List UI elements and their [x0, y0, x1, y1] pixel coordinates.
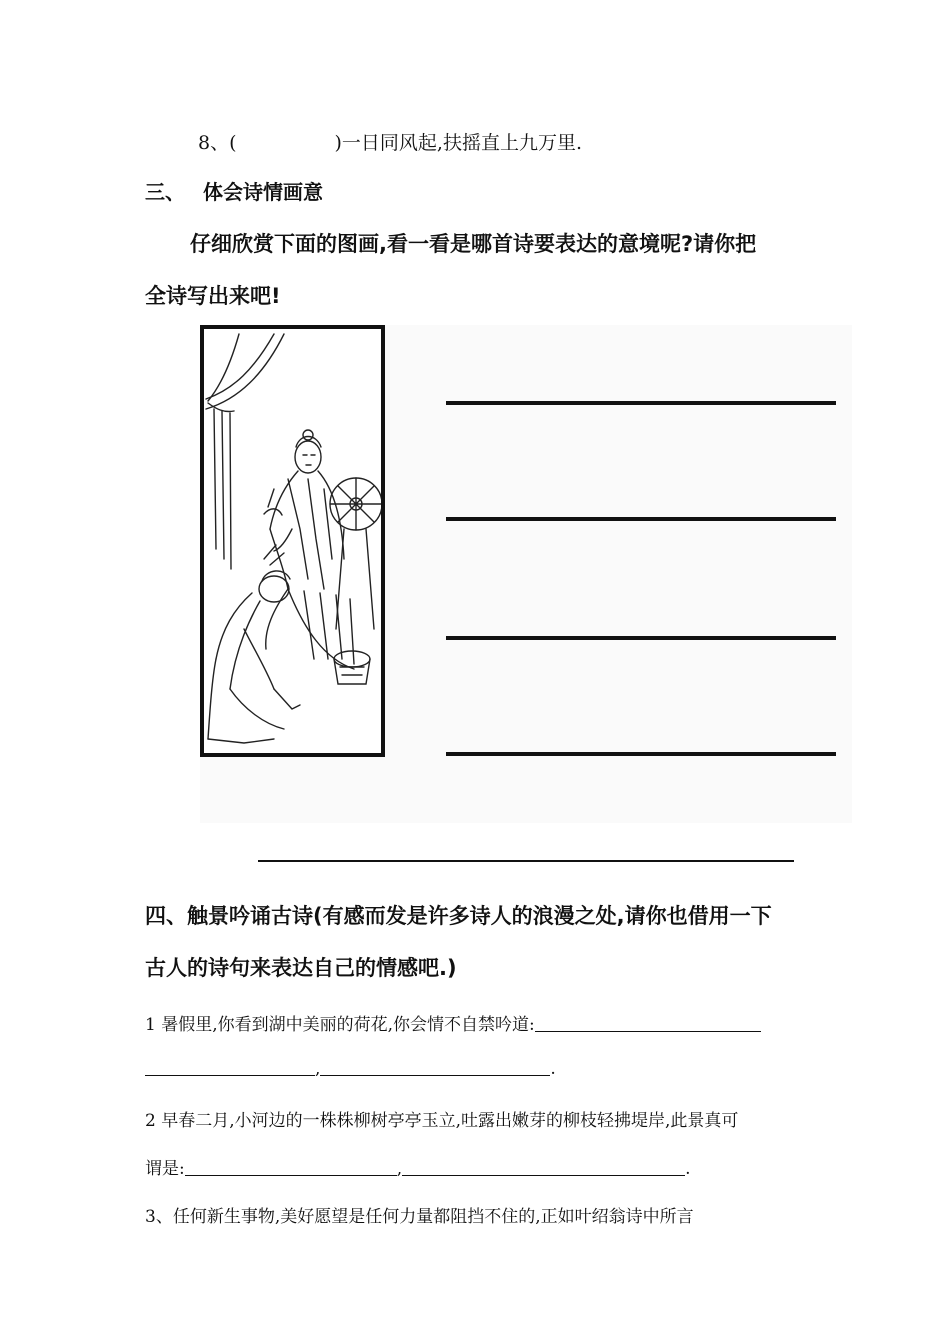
question-2-prompt: 谓是: — [145, 1159, 185, 1179]
question-2-period: . — [685, 1159, 691, 1179]
question-8 — [198, 128, 582, 155]
question-3-line1: 3、任何新生事物,美好愿望是任何力量都阻挡不住的,正如叶绍翁诗中所言 — [145, 1207, 694, 1227]
question-1-period: . — [550, 1059, 556, 1079]
question-2-blank-2[interactable] — [402, 1158, 685, 1176]
question-2-blank-1[interactable] — [185, 1158, 397, 1176]
poem-answer-line-4[interactable] — [446, 752, 836, 756]
section-3-heading — [145, 176, 323, 205]
section-3-title: 体会诗情画意 — [203, 180, 323, 204]
question-2-line2 — [145, 1154, 691, 1179]
section-3-intro-line1: 仔细欣赏下面的图画,看一看是哪首诗要表达的意境呢?请你把 — [190, 232, 757, 256]
section-4-heading-line1: 四、触景吟诵古诗(有感而发是许多诗人的浪漫之处,请你也借用一下 — [145, 904, 772, 928]
question-1-line1 — [145, 1010, 761, 1035]
poem-answer-line-1[interactable] — [446, 401, 836, 405]
question-8-text: )一日同风起,扶摇直上九万里. — [334, 132, 583, 154]
question-1-comma: , — [315, 1059, 321, 1079]
question-1-blank-2[interactable] — [145, 1058, 315, 1076]
question-2-line1: 2 早春二月,小河边的一株株柳树亭亭玉立,吐露出嫩芽的柳枝轻拂堤岸,此景真可 — [145, 1111, 739, 1131]
divider-line — [258, 860, 794, 862]
section-3-number: 三、 — [145, 180, 185, 204]
section-4-heading-line2: 古人的诗句来表达自己的情感吧.) — [145, 956, 457, 980]
section-3-intro-line2: 全诗写出来吧! — [145, 284, 281, 308]
question-1-blank-3[interactable] — [320, 1058, 550, 1076]
question-8-open: 8、( — [198, 132, 237, 154]
ink-illustration-icon — [200, 325, 385, 757]
question-1-line2 — [145, 1058, 556, 1079]
question-1-blank-1[interactable] — [535, 1014, 761, 1032]
question-2-comma: , — [396, 1159, 403, 1179]
question-1-text: 1 暑假里,你看到湖中美丽的荷花,你会情不自禁吟道: — [145, 1015, 535, 1035]
poem-answer-line-2[interactable] — [446, 517, 836, 521]
poem-answer-line-3[interactable] — [446, 636, 836, 640]
